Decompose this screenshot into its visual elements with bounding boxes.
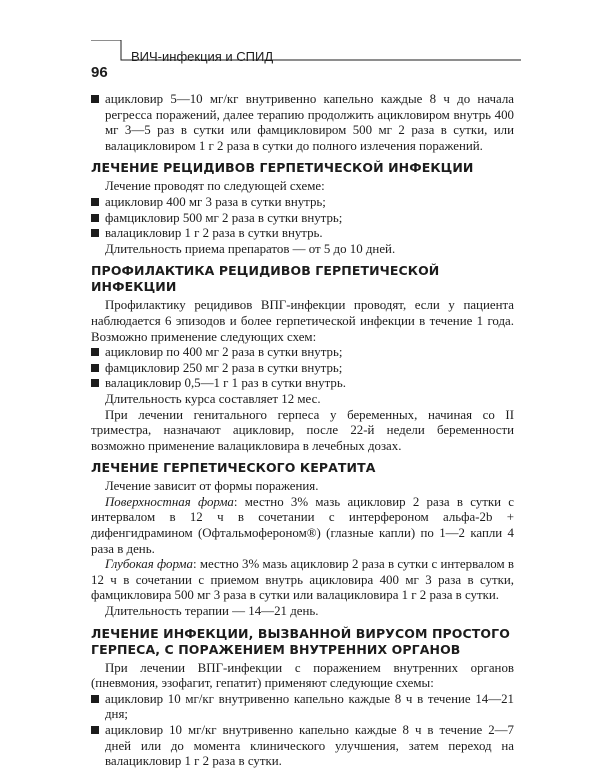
list-item-text: ацикловир 10 мг/кг внутривенно капельно каждые 8 ч в течение 2—7 дней или до момента клинического улучшения, затем переход на валацикловир 1 г 2 раза в сутки.: [105, 723, 514, 769]
list-item-text: ацикловир 10 мг/кг внутривенно капельно каждые 8 ч в течение 14—21 дня;: [105, 691, 514, 722]
page-header: [0, 0, 600, 92]
bullet-square-icon: [91, 379, 99, 387]
form-label: Поверхностная форма: [105, 494, 234, 509]
list-item: [91, 376, 514, 392]
paragraph: Лечение проводят по следующей схеме:: [105, 179, 325, 194]
paragraph: Профилактику рецидивов ВПГ-инфекции проводят, если у пациента наблюдается 6 эпизодов и более герпетической инфекции в течение 1 года. Возможно применение следующих схем:: [91, 298, 514, 344]
bullet-square-icon: [91, 198, 99, 206]
bullet-square-icon: [91, 214, 99, 222]
bullet-square-icon: [91, 726, 99, 734]
section-heading: ЛЕЧЕНИЕ РЕЦИДИВОВ ГЕРПЕТИЧЕСКОЙ ИНФЕКЦИИ: [91, 160, 474, 176]
bullet-square-icon: [91, 229, 99, 237]
section-heading: ЛЕЧЕНИЕ ИНФЕКЦИИ, ВЫЗВАННОЙ ВИРУСОМ ПРОСТОГО ГЕРПЕСА, С ПОРАЖЕНИЕМ ВНУТРЕННИХ ОРГАНОВ: [91, 625, 510, 657]
list-item-text: фамцикловир 250 мг 2 раза в сутки внутрь;: [105, 360, 343, 375]
bullet-square-icon: [91, 695, 99, 703]
form-text: : местно 3% мазь ацикловир 2 раза в сутки с интервалом в 12 ч в сочетании с интерфероном альфа-2b + дифенгидрамином (Офтальмофероном®) (глазные капли) по 1—2 капли 4 раза в день.: [91, 494, 514, 556]
list-item: [91, 211, 514, 227]
paragraph: При лечении генитального герпеса у беременных, начиная со II триместра, назначают ацикловир, после 22-й недели беременности возможно применение валацикловира в лечебных дозах.: [91, 407, 514, 453]
list-item: [91, 345, 514, 361]
list-item-text: валацикловир 1 г 2 раза в сутки внутрь.: [105, 226, 323, 241]
paragraph: При лечении ВПГ-инфекции с поражением внутренних органов (пневмония, эзофагит, гепатит) применяют следующие схемы:: [91, 660, 514, 691]
paragraph: [91, 557, 514, 604]
list-item-text: фамцикловир 500 мг 2 раза в сутки внутрь;: [105, 210, 343, 225]
list-item-text: ацикловир 5—10 мг/кг внутривенно капельно каждые 8 ч до начала регресса поражений, далее терапию продолжить ацикловиром внутрь 400 мг 3—5 раз в сутки или фамцикловиром 500 мг 2 раза в сутки, или валацикловиром 1 г 2 раза в сутки до полного излечения поражений.: [105, 92, 514, 153]
list-item: [91, 692, 514, 723]
bullet-square-icon: [91, 364, 99, 372]
paragraph: Длительность курса составляет 12 мес.: [105, 391, 321, 406]
list-item-text: ацикловир 400 мг 3 раза в сутки внутрь;: [105, 194, 326, 209]
list-item: [91, 723, 514, 770]
list-item: [91, 195, 514, 211]
running-title: ВИЧ-инфекция и СПИД: [131, 49, 274, 64]
bullet-square-icon: [91, 95, 99, 103]
paragraph: [91, 495, 514, 557]
paragraph: Длительность приема препаратов — от 5 до 10 дней.: [105, 241, 396, 256]
list-item: [91, 226, 514, 242]
page-content: [91, 92, 514, 770]
paragraph: Лечение зависит от формы поражения.: [105, 479, 319, 494]
list-item: [91, 92, 514, 154]
section-heading: ПРОФИЛАКТИКА РЕЦИДИВОВ ГЕРПЕТИЧЕСКОЙ ИНФЕКЦИИ: [91, 263, 440, 295]
list-item: [91, 361, 514, 377]
paragraph: Длительность терапии — 14—21 день.: [105, 604, 319, 619]
form-label: Глубокая форма: [105, 557, 193, 572]
list-item-text: валацикловир 0,5—1 г 1 раз в сутки внутрь.: [105, 376, 346, 391]
section-heading: ЛЕЧЕНИЕ ГЕРПЕТИЧЕСКОГО КЕРАТИТА: [91, 460, 376, 476]
bullet-square-icon: [91, 348, 99, 356]
list-item-text: ацикловир по 400 мг 2 раза в сутки внутрь;: [105, 345, 343, 360]
page-number: 96: [91, 64, 108, 81]
form-text: : местно 3% мазь ацикловир 2 раза в сутки с интервалом в 12 ч в сочетании с приемом внутрь ацикловира 400 мг 3 раза в сутки, фамцикловира 500 мг 3 раза в сутки или валацикловира 1 г 2 раза в сутки.: [91, 557, 514, 603]
